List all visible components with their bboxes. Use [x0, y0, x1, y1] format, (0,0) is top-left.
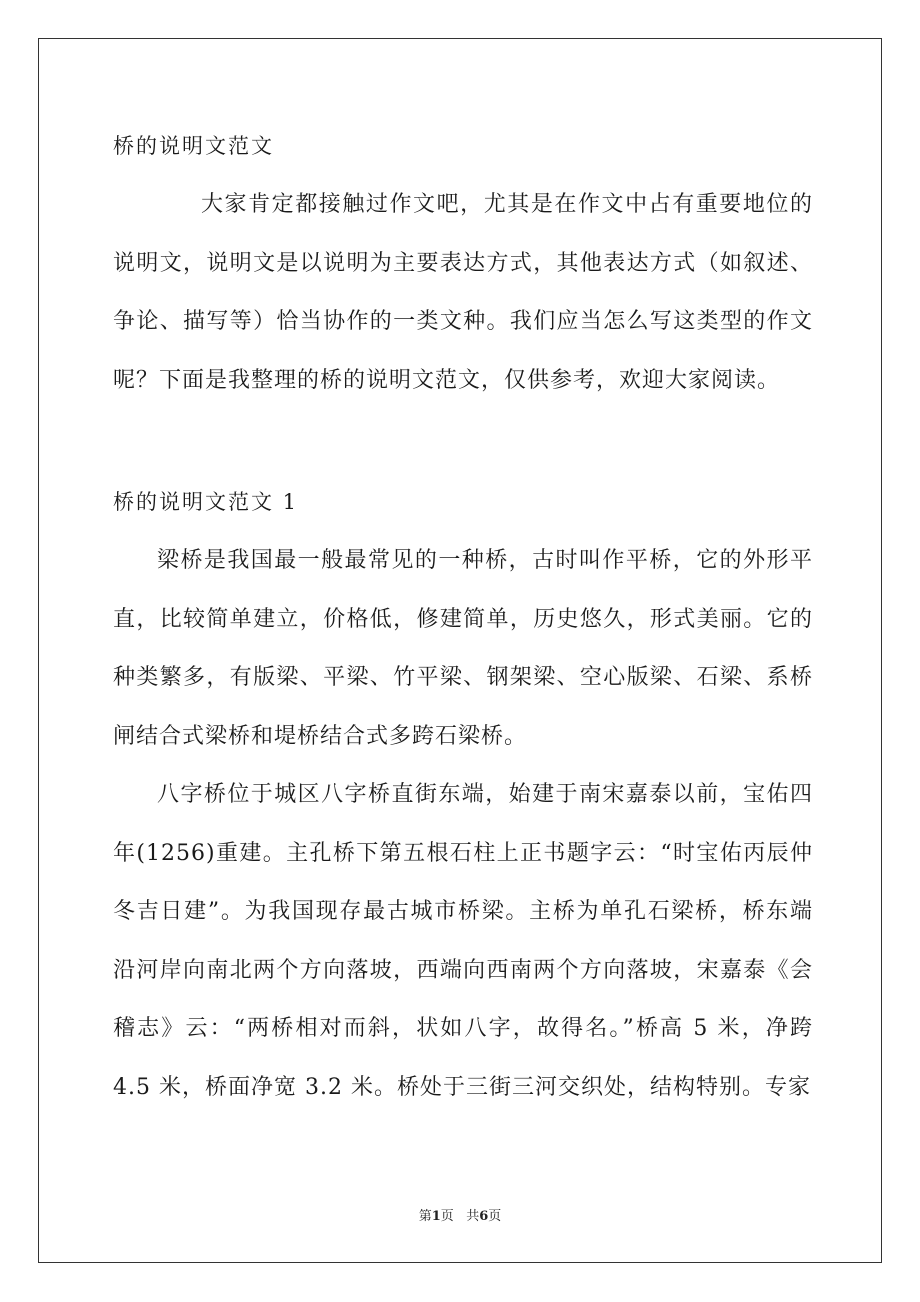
- page-footer: [0, 1205, 920, 1224]
- footer-total-pages: 6: [479, 1209, 489, 1224]
- section-title: 桥的说明文范文 1: [113, 490, 299, 514]
- document-body: [113, 116, 813, 1117]
- body-paragraph-1: 梁桥是我国最一般最常见的一种桥，古时叫作平桥，它的外形平直，比较简单建立，价格低，修建简单，历史悠久，形式美丽。它的种类繁多，有版梁、平梁、竹平梁、钢架梁、空心版梁、石梁、系桥闸结合式梁桥和堤桥结合式多跨石梁桥。: [113, 548, 813, 749]
- body-paragraph-2: 八字桥位于城区八字桥直街东端，始建于南宋嘉泰以前，宝佑四年(1256)重建。主孔桥下第五根石柱上正书题字云：“时宝佑丙辰仲冬吉日建”。为我国现存最古城市桥梁。主桥为单孔石梁桥，桥东端沿河岸向南北两个方向落坡，西端向西南两个方向落坡，宋嘉泰《会稽志》云：“两桥相对而斜，状如八字，故得名。”桥高 5 米，净跨 4.5 米，桥面净宽 3.2 米。桥处于三街三河交织处，结构特别。专家: [113, 782, 813, 1100]
- footer-current-page: 1: [431, 1209, 441, 1224]
- document-title: 桥的说明文范文: [113, 134, 274, 158]
- section-spacer: [113, 410, 813, 472]
- footer-total-prefix: 共: [466, 1209, 480, 1224]
- footer-total-unit: 页: [488, 1209, 502, 1224]
- intro-paragraph: 大家肯定都接触过作文吧，尤其是在作文中占有重要地位的说明文，说明文是以说明为主要表达方式，其他表达方式（如叙述、争论、描写等）恰当协作的一类文种。我们应当怎么写这类型的作文呢？下面是我整理的桥的说明文范文，仅供参考，欢迎大家阅读。: [113, 192, 813, 393]
- footer-page-unit: 页: [440, 1209, 454, 1224]
- footer-prefix: 第: [418, 1209, 432, 1224]
